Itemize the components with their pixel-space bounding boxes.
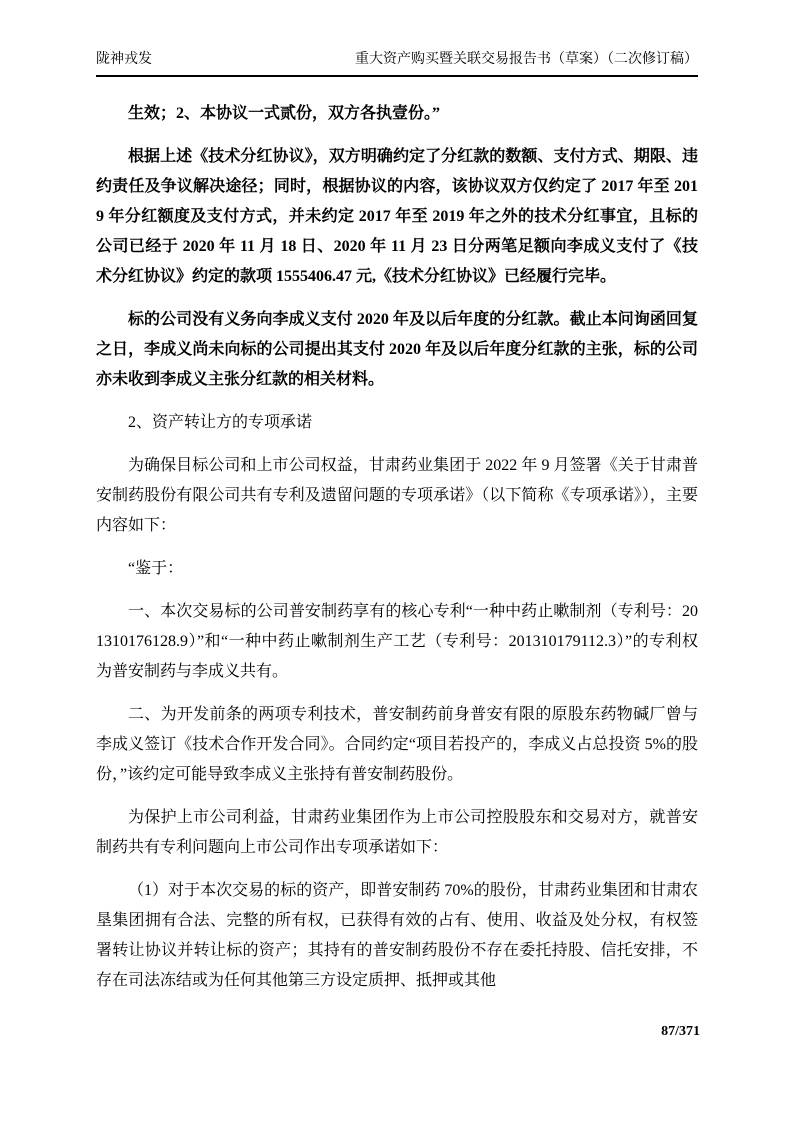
section-heading-special-commitment: 2、资产转让方的专项承诺 xyxy=(128,414,313,431)
page-header xyxy=(96,50,698,77)
body-paragraph-commitment-one: （1）对于本次交易的标的资产，即普安制药 70%的股份，甘肃药业集团和甘肃农垦集团拥有合法、完整的所有权，已获得有效的占有、使用、收益及处分权，有权签署转让协议并转让标的资产；其持有的普安制药股份不存在委托持股、信托安排，不存在司法冻结或为任何其他第三方设定质押、抵押或其他 xyxy=(96,882,698,989)
body-paragraph-agreement-copies: 生效；2、本协议一式贰份，双方各执壹份。” xyxy=(128,105,441,122)
body-paragraph-no-obligation: 标的公司没有义务向李成义支付 2020 年及以后年度的分红款。截止本问询函回复之日，李成义尚未向标的公司提出其支付 2020 年及以后年度分红款的主张，标的公司亦未收到李成义主张分红款的相关材料。 xyxy=(96,311,698,388)
header-company-name: 陇神戎发 xyxy=(96,52,152,67)
page-number: 87/371 xyxy=(661,1024,700,1039)
body-paragraph-protect-interests: 为保护上市公司利益，甘肃药业集团作为上市公司控股股东和交易对方，就普安制药共有专利问题向上市公司作出专项承诺如下： xyxy=(96,809,698,856)
body-paragraph-whereas: “鉴于： xyxy=(128,560,184,577)
header-report-title: 重大资产购买暨关联交易报告书（草案）（二次修订稿） xyxy=(355,52,698,67)
body-paragraph-item-one-patents: 一、本次交易标的公司普安制药享有的核心专利“一种中药止嗽制剂（专利号：201310176128.9）”和“一种中药止嗽制剂生产工艺（专利号：201310179112.3）”的专利权为普安制药与李成义共有。 xyxy=(96,603,698,680)
body-paragraph-commitment-signing: 为确保目标公司和上市公司权益，甘肃药业集团于 2022 年 9 月签署《关于甘肃普安制药股份有限公司共有专利及遗留问题的专项承诺》（以下简称《专项承诺》），主要内容如下： xyxy=(96,457,698,534)
body-paragraph-dividend-agreement: 根据上述《技术分红协议》，双方明确约定了分红款的数额、支付方式、期限、违约责任及争议解决途径；同时，根据协议的内容，该协议双方仅约定了 2017 年至 2019 年分红额度及支付方式，并未约定 2017 年至 2019 年之外的技术分红事宜，且标的公司已经于 2020 年 11 月 18 日、2020 年 11 月 23 日分两笔足额向李成义支付了《技术分红协议》约定的款项 1555406.47 元,《技术分红协议》已经履行完毕。 xyxy=(96,148,698,285)
document-body xyxy=(96,86,698,1009)
body-paragraph-item-two-development: 二、为开发前条的两项专利技术，普安制药前身普安有限的原股东药物碱厂曾与李成义签订《技术合作开发合同》。合同约定“项目若投产的，李成义占总投资 5%的股份，”该约定可能导致李成义主张持有普安制药股份。 xyxy=(96,706,698,783)
